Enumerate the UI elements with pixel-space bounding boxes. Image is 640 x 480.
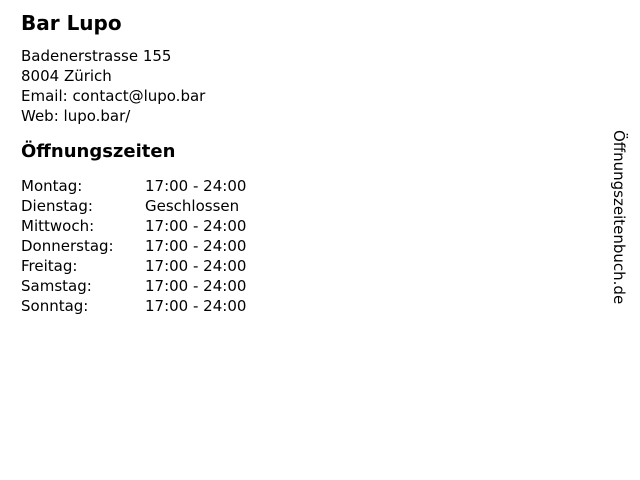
day-label: Mittwoch: (21, 217, 95, 235)
page-title: Bar Lupo (21, 11, 122, 35)
day-label: Montag: (21, 177, 83, 195)
hours-row (21, 236, 581, 256)
hours-row (21, 276, 581, 296)
time-value: 17:00 - 24:00 (145, 297, 247, 315)
hours-heading: Öffnungszeiten (21, 141, 176, 162)
web-text: Web: lupo.bar/ (21, 107, 131, 125)
day-label: Samstag: (21, 277, 92, 295)
time-value: Geschlossen (145, 197, 240, 215)
address-street: Badenerstrasse 155 (21, 47, 172, 65)
watermark-text: Öffnungszeitenbuch.de (610, 130, 628, 305)
hours-row (21, 196, 581, 216)
time-value: 17:00 - 24:00 (145, 217, 247, 235)
time-value: 17:00 - 24:00 (145, 257, 247, 275)
day-label: Donnerstag: (21, 237, 114, 255)
email-text: Email: contact@lupo.bar (21, 87, 206, 105)
address-block (21, 46, 581, 126)
time-value: 17:00 - 24:00 (145, 277, 247, 295)
time-value: 17:00 - 24:00 (145, 237, 247, 255)
address-city: 8004 Zürich (21, 67, 112, 85)
day-label: Sonntag: (21, 297, 89, 315)
listing-content (21, 13, 581, 316)
hours-row (21, 296, 581, 316)
hours-row (21, 216, 581, 236)
time-value: 17:00 - 24:00 (145, 177, 247, 195)
hours-table (21, 176, 581, 316)
day-label: Dienstag: (21, 197, 93, 215)
day-label: Freitag: (21, 257, 78, 275)
hours-row (21, 176, 581, 196)
hours-row (21, 256, 581, 276)
